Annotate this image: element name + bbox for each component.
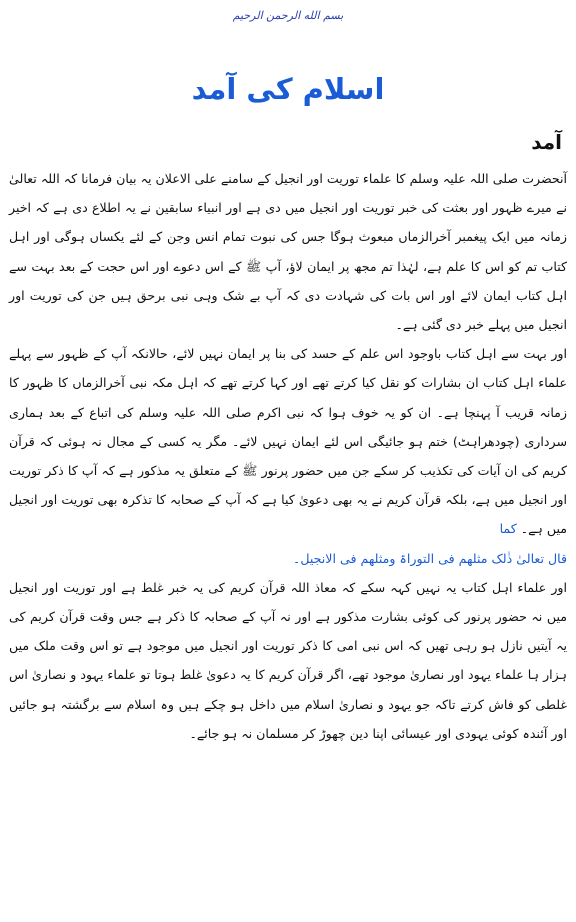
paragraph-3: اور علماء اہل کتاب یہ نہیں کہہ سکے کہ معاذ اللہ قرآن کریم کی یہ خبر غلط ہے اور توریت اور انجیل میں نہ حضور پرنور کی کوئی بشارت مذکور ہے اور نہ آپ کے صحابہ کا ذکر ہے جس وقت قرآن کریم کی یہ آیتیں نازل ہو رہی تھیں کہ اس نبی امی کا ذکر توریت اور انجیل میں موجود ہے تو اس وقت ملک میں ہزار ہا علماء یہود اور نصاریٰ موجود تھے، اگر قرآن کریم کا یہ دعویٰ غلط ہوتا تو علماء یہود و نصاریٰ اس غلطی کو فاش کرتے تاکہ جو یہود و نصاریٰ اسلام میں داخل ہو چکے ہیں وہ اسلام سے برگشتہ ہو جائیں اور آئندہ کوئی یہودی اور عیسائی اپنا دین چھوڑ کر مسلمان نہ ہو جائے۔ [9,579,567,741]
bismillah-calligraphy: بسم الله الرحمن الرحيم [232,9,344,22]
paragraph-2 [9,339,567,543]
document-body [9,164,567,748]
paragraph-2-ref: کما [499,521,517,537]
paragraph-1 [9,164,567,339]
section-heading: آمد [531,130,562,154]
quranic-quote: قال تعالیٰ ذٰلک مثلھم فی التوراۃ ومثلھم فی الانجیل۔ [292,550,567,566]
paragraph-1-text: آنحضرت صلی اللہ علیہ وسلم کا علماء توریت اور انجیل کے سامنے علی الاعلان یہ بیان فرمانا کہ اللہ تعالیٰ نے میرے ظہور اور بعثت کی خبر توریت اور انجیل میں دی ہے اور انبیاء سابقین نے یہ اطلاع دی ہے کہ اخیر زمانہ میں ایک پیغمبر آخرالزماں مبعوث ہوگا جس کی نبوت تمام انس وجن کے لئے یکساں ہوگی اور اہل کتاب تم کو اس کا علم ہے، لہٰذا تم مجھ پر ایمان لاؤ، آپ ﷺ کے اس دعوے اور اس حجت کے بعد بہت سے اہل کتاب ایمان لائے اور اس بات کی شہادت دی کہ آپ بے شک وہی نبی برحق ہیں جن کی توریت اور انجیل میں پہلے خبر دی گئی ہے۔ [9,171,567,333]
page-title: اسلام کی آمد [191,72,385,106]
paragraph-2-text: اور بہت سے اہل کتاب باوجود اس علم کے حسد کی بنا پر ایمان نہیں لائے، حالانکہ آپ کے ظہور سے پہلے علماء اہل کتاب ان بشارات کو نقل کیا کرتے تھے اور کہا کرتے تھے کہ اہل مکہ نبی آخرالزماں کا ظہور کا زمانہ قریب آ پہنچا ہے۔ ان کو یہ خوف ہوا کہ نبی اکرم صلی اللہ علیہ وسلم کی اتباع کے بعد ہماری سرداری (چودھراہٹ) ختم ہو جائیگی اس لئے ایمان نہیں لائے۔ مگر یہ کسی کے مجال نہ ہوئی کہ قرآن کریم کی ان آیات کی تکذیب کر سکے جن میں حضور پرنور ﷺ کے متعلق یہ مذکور ہے کہ آپ کا ذکر توریت اور انجیل میں ہے، بلکہ قرآن کریم نے یہ بھی دعویٰ کیا ہے کہ آپ کے صحابہ کا تذکرہ بھی توریت اور انجیل میں ہے۔ [9,346,567,537]
